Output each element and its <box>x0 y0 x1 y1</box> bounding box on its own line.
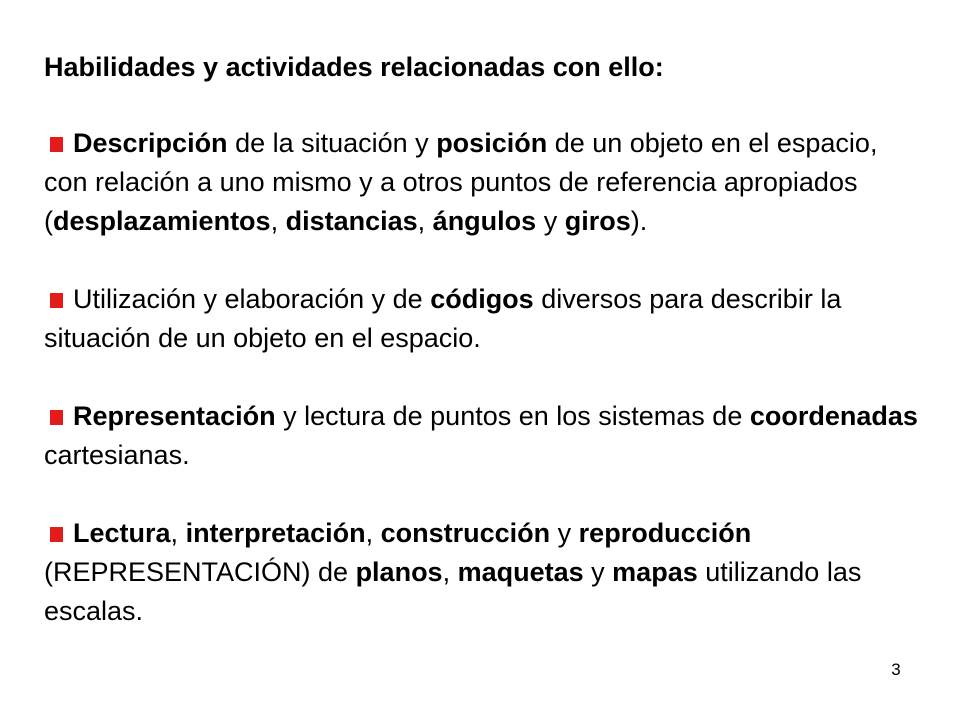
bold-term: mapas <box>612 557 698 587</box>
bold-term: Descripción <box>73 128 228 158</box>
page-number: 3 <box>891 660 901 679</box>
paragraph-text: de un objeto en el espacio, con relación a uno mismo y a otros puntos de referencia apropiados ( <box>44 128 878 236</box>
slide-content <box>44 48 924 631</box>
paragraph-text: , <box>365 518 381 548</box>
square-bullet-icon <box>50 137 63 152</box>
paragraph-text: de la situación y <box>227 128 437 158</box>
paragraph-text: (REPRESENTACIÓN) de <box>44 557 356 587</box>
square-bullet-icon <box>50 293 63 308</box>
paragraph-text: , <box>170 518 186 548</box>
paragraph-text: y lectura de puntos en los sistemas de <box>275 401 750 431</box>
paragraph-text: , <box>270 206 286 236</box>
bold-term: distancias <box>285 206 418 236</box>
slide-heading: Habilidades y actividades relacionadas con ello: <box>44 52 664 82</box>
bold-term: desplazamientos <box>53 206 271 236</box>
bold-term: planos <box>355 557 443 587</box>
bold-term: códigos <box>430 284 534 314</box>
square-bullet-icon <box>50 527 63 542</box>
bullet-paragraph <box>44 280 924 358</box>
paragraph-text: diversos para describir la situación de un objeto en el espacio. <box>44 284 842 353</box>
bold-term: interpretación <box>185 518 366 548</box>
bold-term: coordenadas <box>749 401 918 431</box>
paragraph-text: , <box>442 557 458 587</box>
paragraph-text: cartesianas. <box>44 440 190 470</box>
bold-term: maquetas <box>457 557 584 587</box>
bullet-paragraph <box>44 514 924 631</box>
paragraph-text: , <box>417 206 433 236</box>
bold-term: ángulos <box>432 206 537 236</box>
bold-term: posición <box>436 128 548 158</box>
paragraph-text: y <box>550 518 579 548</box>
paragraph-text: Utilización y elaboración y de <box>73 284 431 314</box>
bullet-list <box>44 124 924 631</box>
bold-term: giros <box>564 206 631 236</box>
paragraph-text: ). <box>630 206 648 236</box>
paragraph-text: utilizando las escalas. <box>44 557 862 626</box>
square-bullet-icon <box>50 410 63 425</box>
paragraph-text: y <box>583 557 613 587</box>
bold-term: Representación <box>73 401 276 431</box>
bold-term: reproducción <box>578 518 752 548</box>
bold-term: construcción <box>380 518 551 548</box>
bullet-paragraph <box>44 397 924 475</box>
bold-term: Lectura <box>73 518 171 548</box>
paragraph-text: y <box>536 206 565 236</box>
bullet-paragraph <box>44 124 924 241</box>
